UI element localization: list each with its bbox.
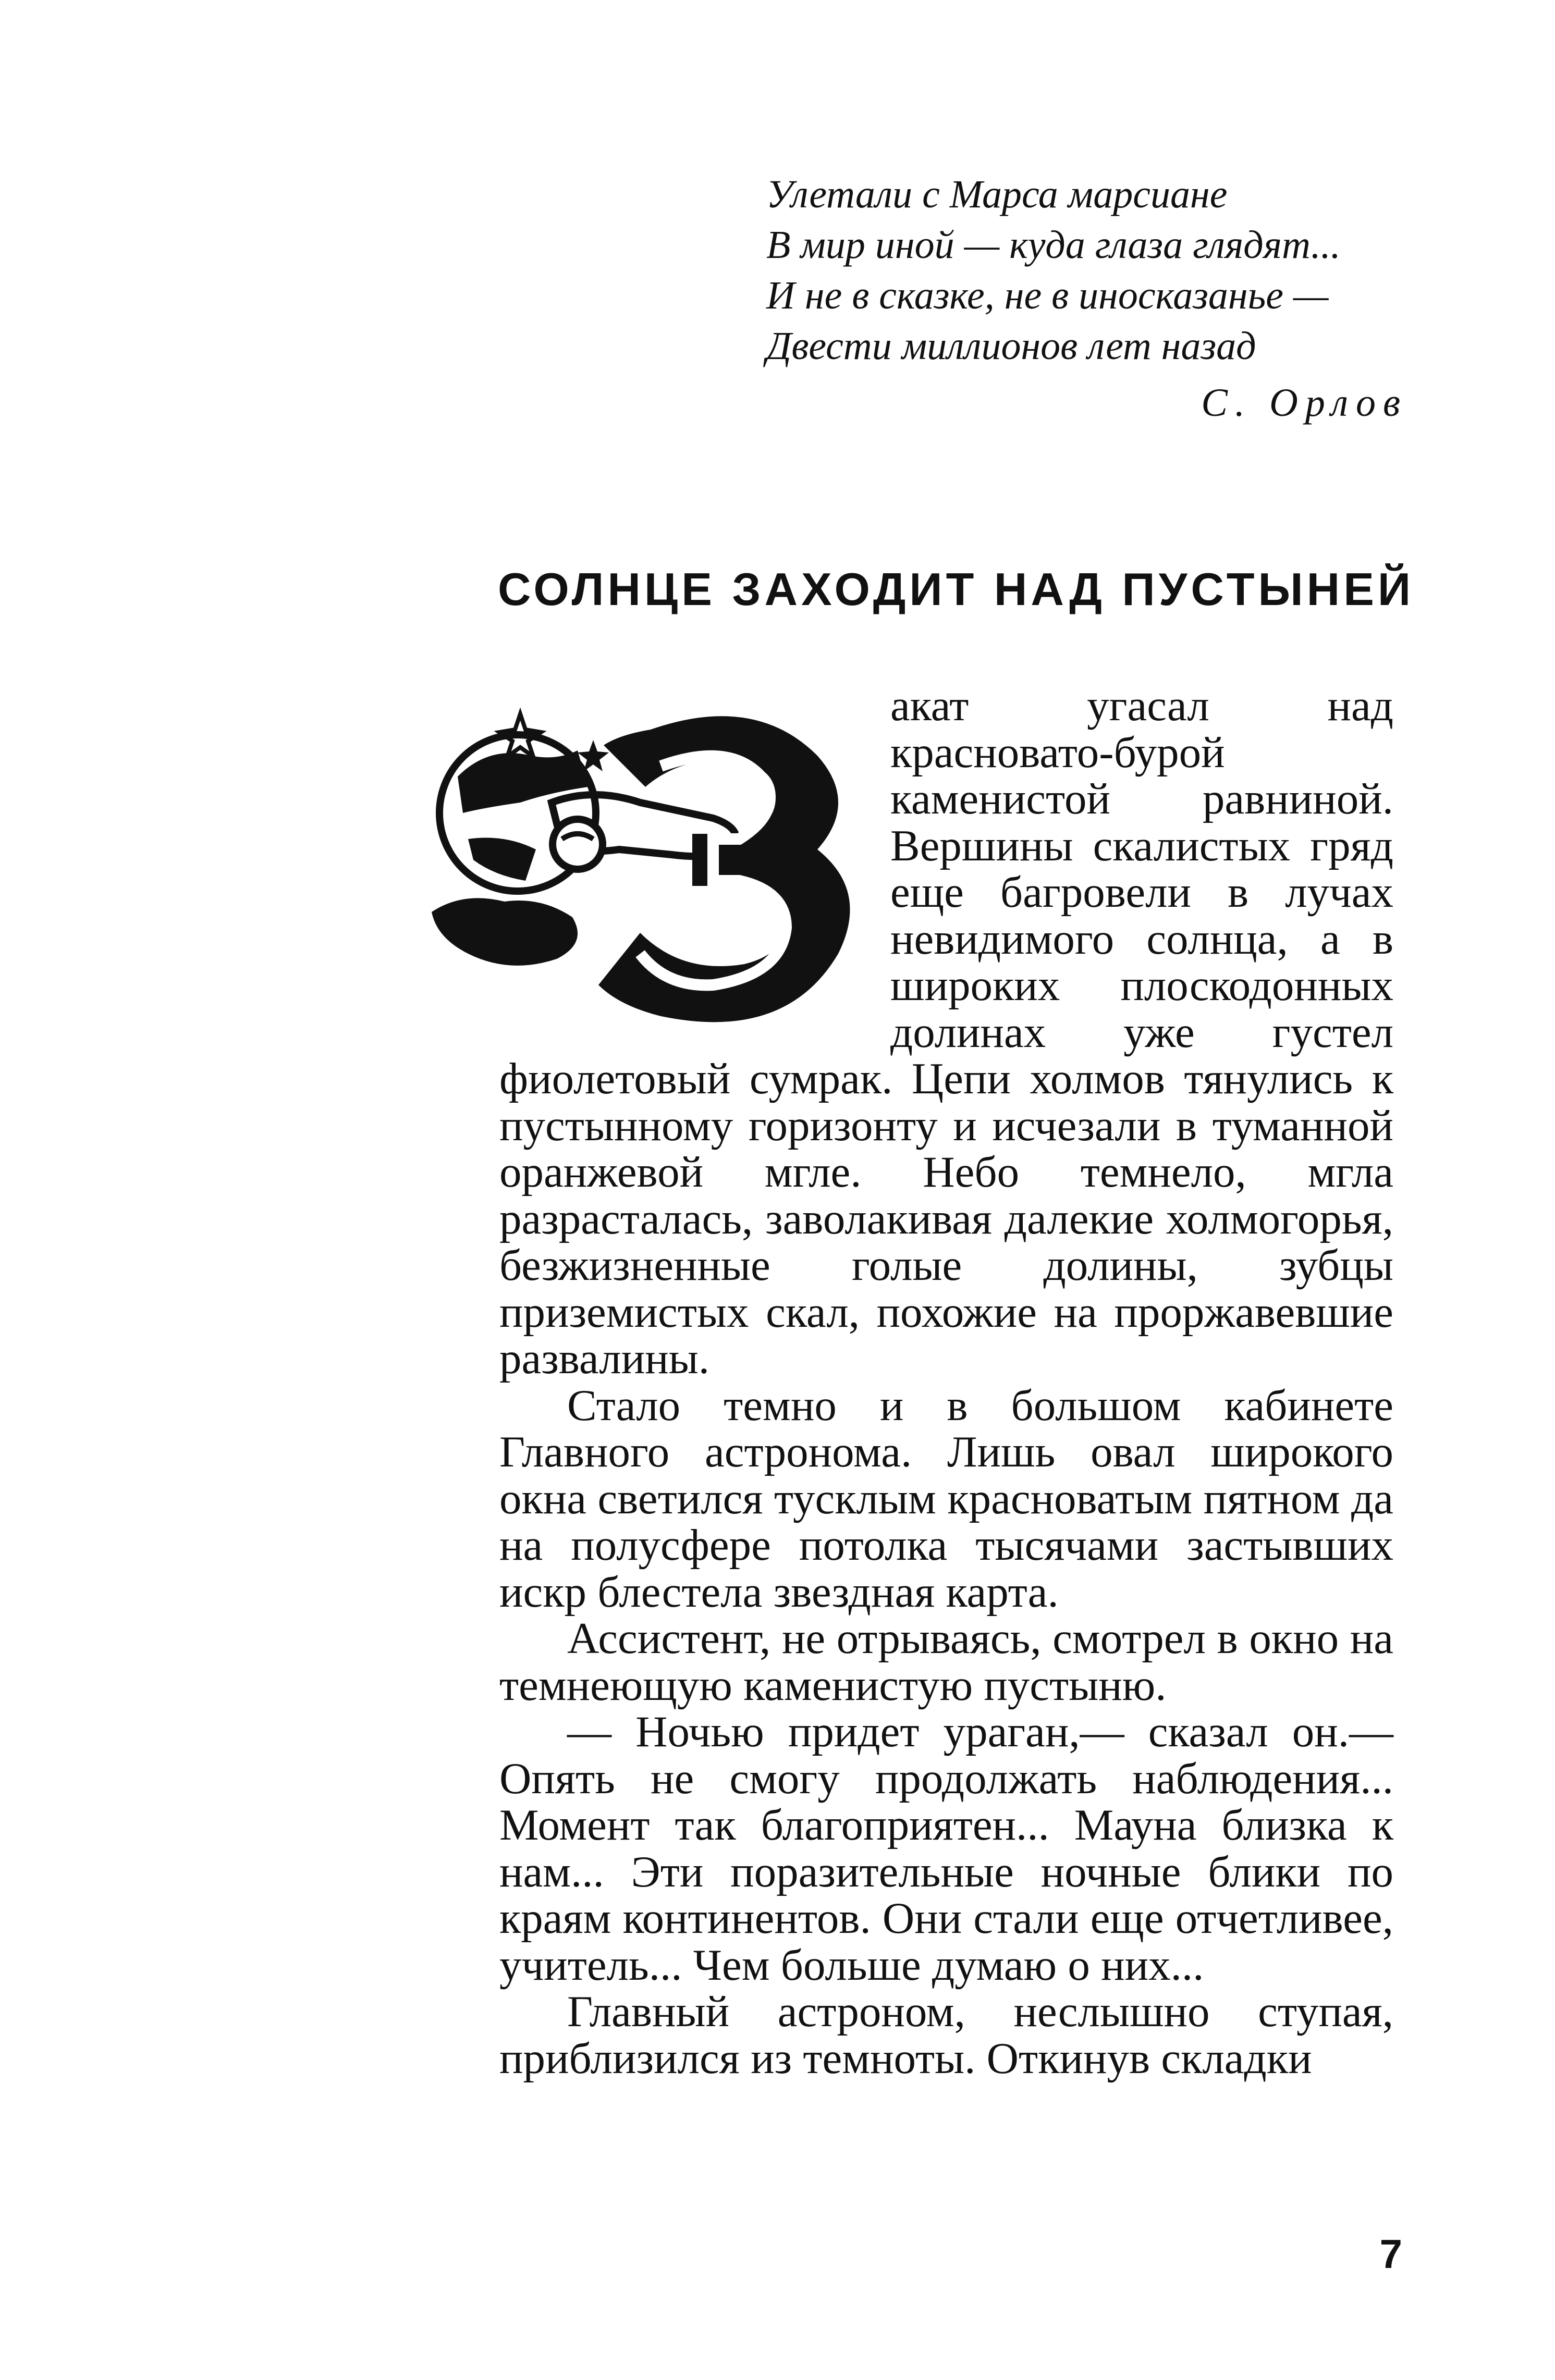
body-text <box>499 683 1393 2082</box>
paragraph: Стало темно и в большом кабинете Главного астронома. Лишь овал широкого окна светился тусклым красноватым пятном да на полусфере потолка тысячами застывших искр блестела звездная карта. <box>499 1380 1393 1617</box>
astronaut-drop-cap-icon <box>421 683 890 1047</box>
epigraph-line: В мир иной — куда глаза глядят... <box>766 223 1341 267</box>
chapter-title: СОЛНЦЕ ЗАХОДИТ НАД ПУСТЫНЕЙ <box>498 563 1415 615</box>
globe-land <box>468 838 536 881</box>
astronaut-helmet <box>553 819 603 869</box>
epigraph <box>766 169 1407 372</box>
epigraph-line: Улетали с Марса марсиане <box>766 172 1228 216</box>
epigraph-line: И не в сказке, не в иносказанье — <box>766 274 1329 317</box>
globe-land <box>458 750 588 813</box>
page-number: 7 <box>1379 2231 1402 2277</box>
ground-shadow <box>432 898 578 966</box>
paragraph: — Ночью придет ураган,— сказал он.— Опять не смогу продолжать наблюдения... Момент так благоприятен... Мауна близка к нам... Эти поразительные ночные блики по краям континентов. Они стали еще отчетливее, учитель... Чем больше думаю о них... <box>499 1707 1393 1990</box>
drop-cap-illustration <box>421 683 890 1047</box>
paragraph: Ассистент, не отрываясь, смотрел в окно на темнеющую каменистую пустыню. <box>499 1614 1393 1710</box>
epigraph-author: С. Орлов <box>1201 381 1407 425</box>
drop-cap-letter <box>598 716 850 1022</box>
paragraph: Главный астроном, неслышно ступая, приблизился из темноты. Откинув складки <box>499 1987 1393 2083</box>
paragraph: акат угасал над красновато-бурой каменистой равниной. Вершины скалистых гряд еще багровели в лучах невидимого солнца, а в широких плоскодонных долинах уже густел фиолетовый сумрак. Цепи холмов тянулись к пустынному горизонту и исчезали в туманной оранжевой мгле. Небо темнело, мгла разрасталась, заволакивая далекие холмогорья, безжизненные голые долины, зубцы приземистых скал, похожие на проржавевшие развалины. <box>499 681 1393 1383</box>
epigraph-line: Двести миллионов лет назад <box>766 324 1256 368</box>
